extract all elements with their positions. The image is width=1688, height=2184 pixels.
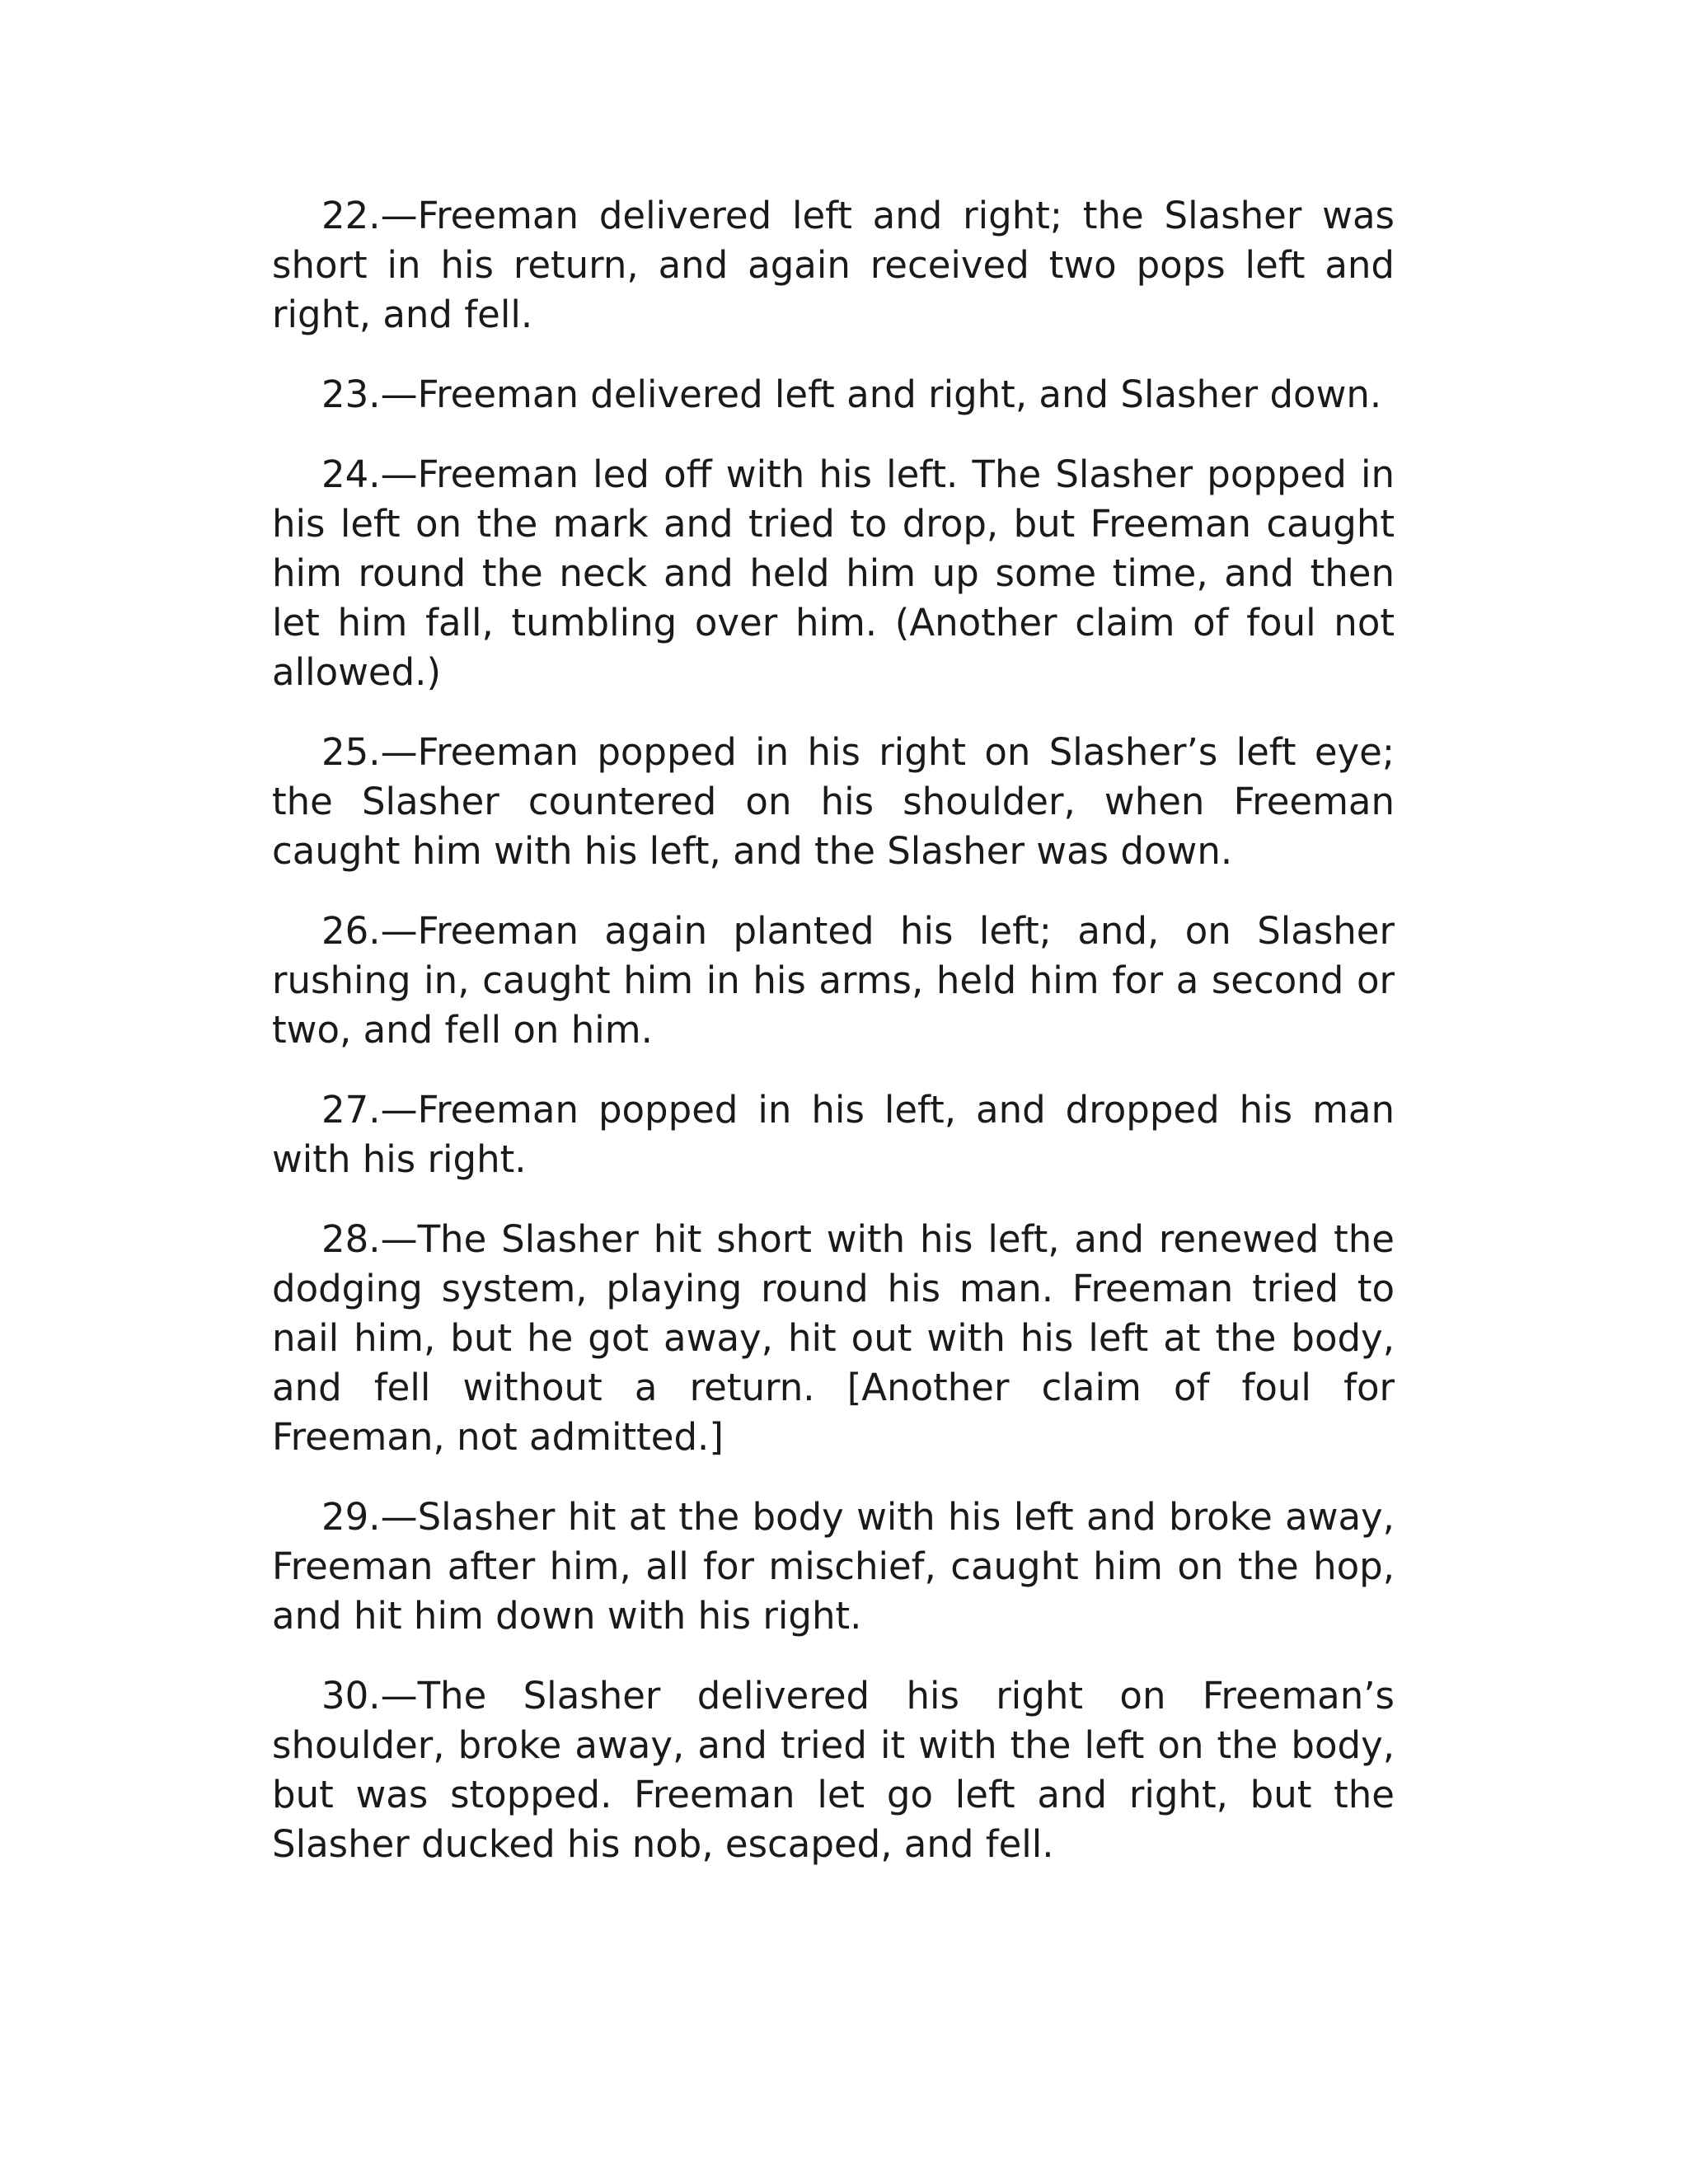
round-28-paragraph: 28.—The Slasher hit short with his left, and renewed the dodging system, playing round his man. Freeman tried to nail him, but he got away, hit out with his left at the body, and fell without a return. [Another claim of foul for Freeman, not admitted.]: [272, 1217, 1395, 1459]
round-23-paragraph: 23.—Freeman delivered left and right, and Slasher down.: [321, 373, 1382, 416]
round-30-paragraph: 30.—The Slasher delivered his right on Freeman’s shoulder, broke away, and tried it with the left on the body, but was stopped. Freeman let go left and right, but the Slasher ducked his nob, escaped, and fell.: [272, 1674, 1395, 1866]
round-29-paragraph: 29.—Slasher hit at the body with his left and broke away, Freeman after him, all for mischief, caught him on the hop, and hit him down with his right.: [272, 1495, 1395, 1638]
round-24-paragraph: 24.—Freeman led off with his left. The Slasher popped in his left on the mark and tried to drop, but Freeman caught him round the neck and held him up some time, and then let him fall, tumbling over him. (Another claim of foul not allowed.): [272, 452, 1395, 694]
round-27-paragraph: 27.—Freeman popped in his left, and dropped his man with his right.: [272, 1088, 1395, 1181]
round-26-paragraph: 26.—Freeman again planted his left; and, on Slasher rushing in, caught him in his arms, held him for a second or two, and fell on him.: [272, 909, 1395, 1052]
round-25-paragraph: 25.—Freeman popped in his right on Slasher’s left eye; the Slasher countered on his shoulder, when Freeman caught him with his left, and the Slasher was down.: [272, 730, 1395, 873]
document-page: [272, 191, 1395, 1900]
round-22-paragraph: 22.—Freeman delivered left and right; the Slasher was short in his return, and again received two pops left and right, and fell.: [272, 194, 1395, 336]
